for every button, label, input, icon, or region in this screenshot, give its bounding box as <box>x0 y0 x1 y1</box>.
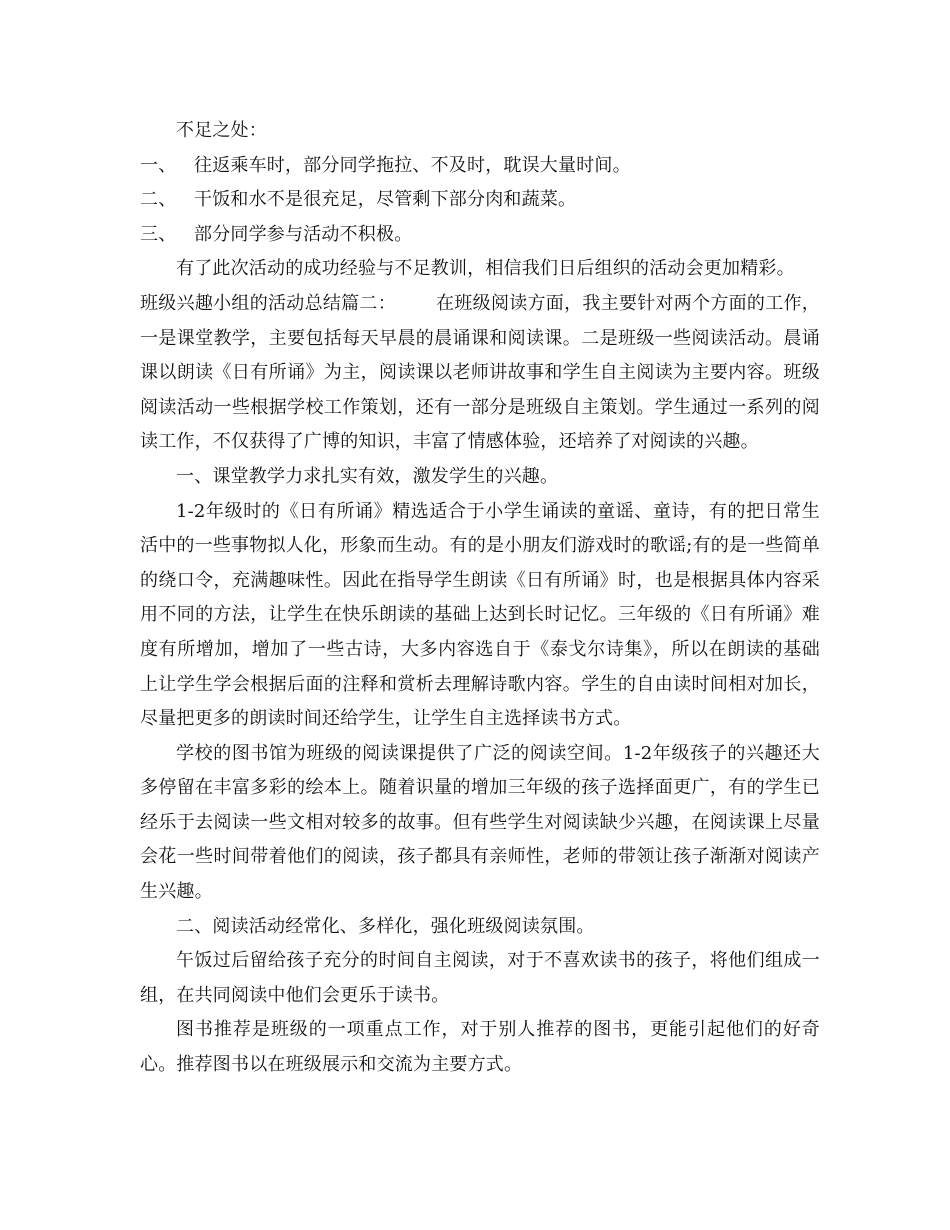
shortcoming-text: 部分同学参与活动不积极。 <box>194 223 413 245</box>
shortcomings-heading: 不足之处： <box>176 120 267 141</box>
section1-paragraph-1: 1-2年级时的《日有所诵》精选适合于小学生诵读的童谣、童诗，有的把日常生活中的一些事物拟人化，形象而生动。有的是小朋友们游戏时的歌谣;有的是一些简单的绕口令，充满趣味性。因此在指导学生朗读《日有所诵》时，也是根据具体内容采用不同的方法，让学生在快乐朗读的基础上达到长时记忆。三年级的《日有所诵》难度有所增加，增加了一些古诗，大多内容选自于《泰戈尔诗集》，所以在朗读的基础上让学生学会根据后面的注释和赏析去理解诗歌内容。学生的自由读时间相对加长，尽量把更多的朗读时间还给学生，让学生自主选择读书方式。 <box>140 500 820 730</box>
document-body <box>140 114 820 1083</box>
shortcoming-item-3 <box>140 218 820 253</box>
part2-intro: 在班级阅读方面，我主要针对两个方面的工作，一是课堂教学，主要包括每天早晨的晨诵课和阅读课。二是班级一些阅读活动。晨诵课以朗读《日有所诵》为主，阅读课以老师讲故事和学生自主阅读为主要内容。班级阅读活动一些根据学校工作策划，还有一部分是班级自主策划。学生通过一系列的阅读工作，不仅获得了广博的知识，丰富了情感体验，还培养了对阅读的兴趣。 <box>140 292 820 453</box>
shortcoming-text: 干饭和水不是很充足，尽管剩下部分肉和蔬菜。 <box>194 189 577 211</box>
shortcoming-number: 一、 <box>140 154 177 176</box>
part2-paragraph <box>140 287 820 460</box>
part2-title: 班级兴趣小组的活动总结篇二： <box>140 292 396 314</box>
section2-paragraph-2: 图书推荐是班级的一项重点工作，对于别人推荐的图书，更能引起他们的好奇心。推荐图书以在班级展示和交流为主要方式。 <box>140 1019 820 1076</box>
shortcoming-text: 往返乘车时，部分同学拖拉、不及时，耽误大量时间。 <box>194 154 631 176</box>
section2-paragraph-1: 午饭过后留给孩子充分的时间自主阅读，对于不喜欢读书的孩子，将他们组成一组，在共同阅读中他们会更乐于读书。 <box>140 950 820 1006</box>
shortcoming-number: 三、 <box>140 223 177 245</box>
section1-title: 一、课堂教学力求扎实有效，激发学生的兴趣。 <box>176 465 559 487</box>
section2-title: 二、阅读活动经常化、多样化，强化班级阅读氛围。 <box>176 915 595 937</box>
section1-paragraph-2: 学校的图书馆为班级的阅读课提供了广泛的阅读空间。1-2年级孩子的兴趣还大多停留在丰富多彩的绘本上。随着识量的增加三年级的孩子选择面更广，有的学生已经乐于去阅读一些文相对较多的故事。但有些学生对阅读缺少兴趣，在阅读课上尽量会花一些时间带着他们的阅读，孩子都具有亲师性，老师的带领让孩子渐渐对阅读产生兴趣。 <box>140 742 820 903</box>
shortcoming-item-1 <box>140 149 820 184</box>
shortcoming-number: 二、 <box>140 189 177 211</box>
shortcoming-item-2 <box>140 183 820 218</box>
closing-paragraph: 有了此次活动的成功经验与不足教训，相信我们日后组织的活动会更加精彩。 <box>176 258 795 280</box>
